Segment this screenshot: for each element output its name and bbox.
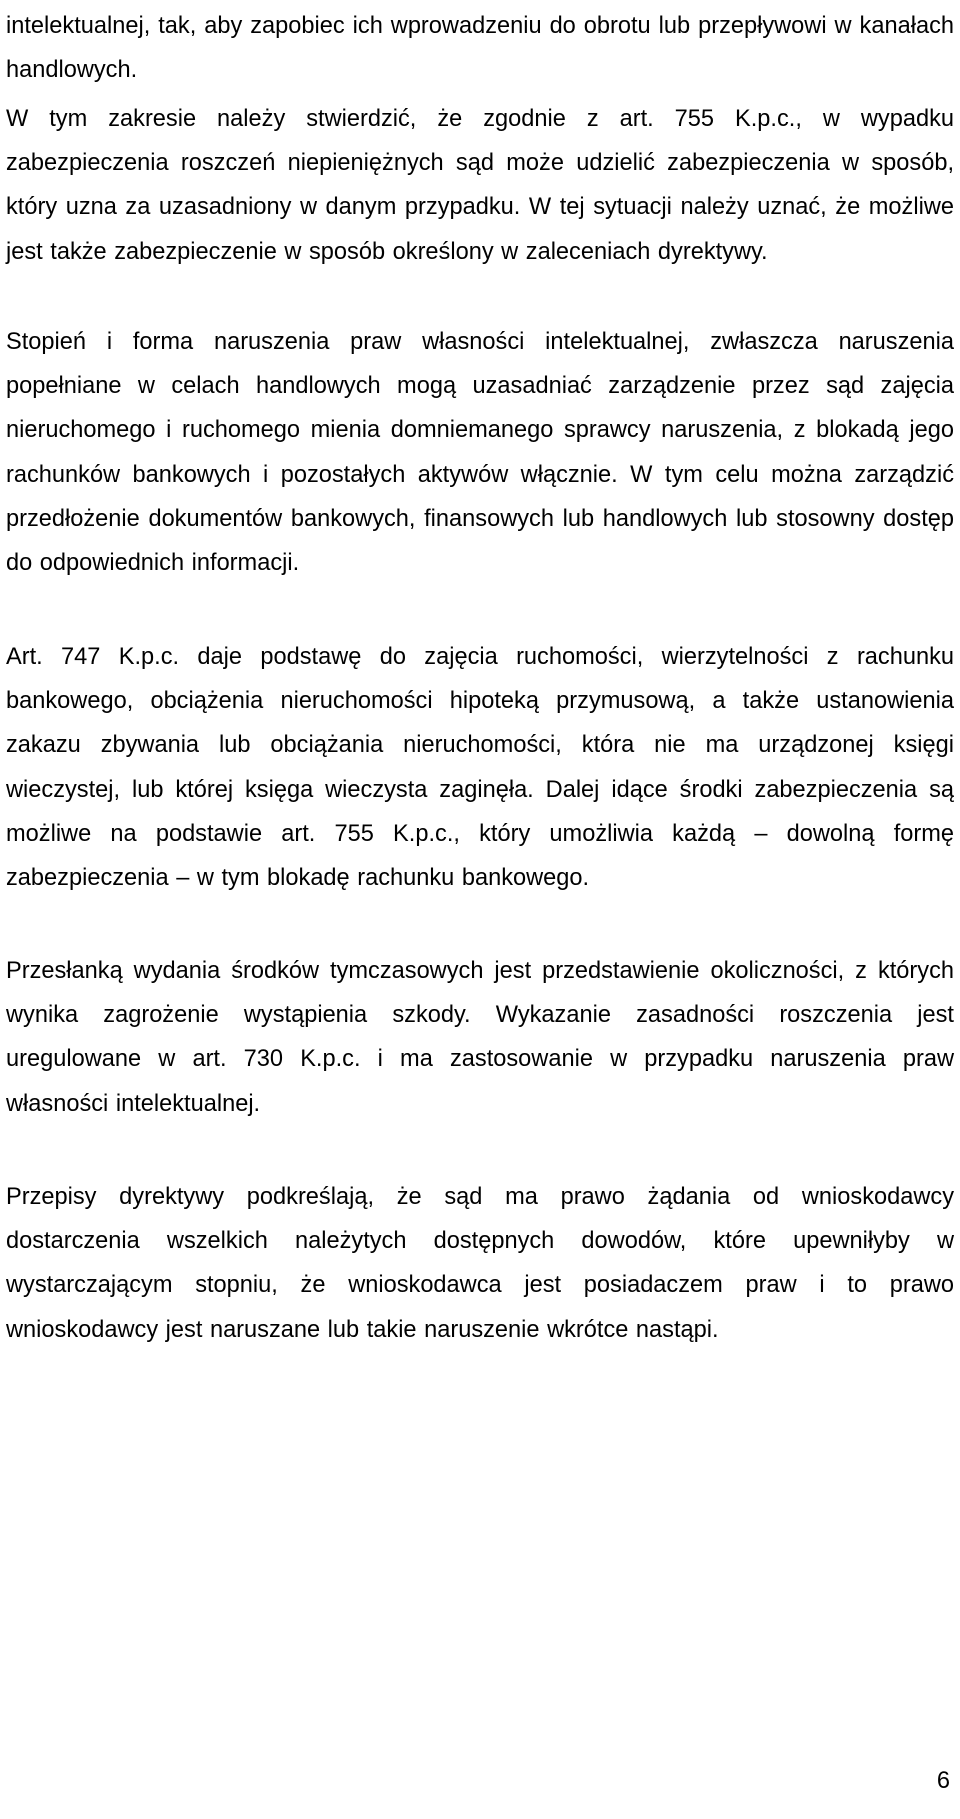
paragraph-4: Art. 747 K.p.c. daje podstawę do zajęcia ruchomości, wierzytelności z rachunku bankowego, obciążenia nieruchomości hipoteką przymusową, a także ustanowienia zakazu zbywania lub obciążania nieruchomości, która nie ma urządzonej księgi wieczystej, lub której księga wieczysta zaginęła. Dalej idące środki zabezpieczenia są możliwe na podstawie art. 755 K.p.c., który umożliwia każdą – dowolną formę zabezpieczenia – w tym blokadę rachunku bankowego. xyxy=(6,644,954,892)
page-number: 6 xyxy=(936,1768,950,1794)
paragraph-2: W tym zakresie należy stwierdzić, że zgodnie z art. 755 K.p.c., w wypadku zabezpieczenia roszczeń niepieniężnych sąd może udzielić zabezpieczenia w sposób, który uzna za uzasadniony w danym przypadku. W tej sytuacji należy uznać, że możliwe jest także zabezpieczenie w sposób określony w zaleceniach dyrektywy. xyxy=(6,106,954,265)
paragraph-5: Przesłanką wydania środków tymczasowych jest przedstawienie okoliczności, z których wynika zagrożenie wystąpienia szkody. Wykazanie zasadności roszczenia jest uregulowane w art. 730 K.p.c. i ma zastosowanie w przypadku naruszenia praw własności intelektualnej. xyxy=(6,958,954,1117)
paragraph-6: Przepisy dyrektywy podkreślają, że sąd ma prawo żądania od wnioskodawcy dostarczenia wszelkich należytych dostępnych dowodów, które upewniłyby w wystarczającym stopniu, że wnioskodawca jest posiadaczem praw i to prawo wnioskodawcy jest naruszane lub takie naruszenie wkrótce nastąpi. xyxy=(6,1184,954,1343)
paragraph-1: intelektualnej, tak, aby zapobiec ich wprowadzeniu do obrotu lub przepływowi w kanałach handlowych. xyxy=(6,13,954,84)
paragraph-3: Stopień i forma naruszenia praw własności intelektualnej, zwłaszcza naruszenia popełniane w celach handlowych mogą uzasadniać zarządzenie przez sąd zajęcia nieruchomego i ruchomego mienia domniemanego sprawcy naruszenia, z blokadą jego rachunków bankowych i pozostałych aktywów włącznie. W tym celu można zarządzić przedłożenie dokumentów bankowych, finansowych lub handlowych lub stosowny dostęp do odpowiednich informacji. xyxy=(6,329,954,577)
